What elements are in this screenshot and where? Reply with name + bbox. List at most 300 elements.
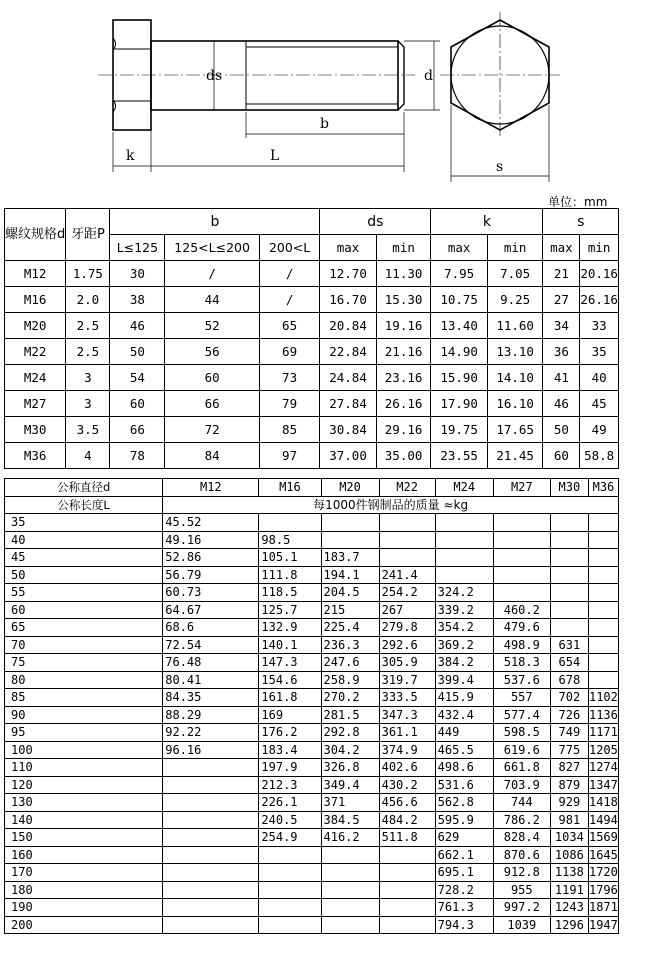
table-cell: 40 — [580, 365, 619, 391]
mass-cell — [588, 584, 618, 602]
table-cell: 35 — [580, 339, 619, 365]
mass-cell: 140.1 — [259, 636, 321, 654]
table-cell: 20.84 — [320, 313, 376, 339]
mass-cell: 1034 — [550, 829, 588, 847]
table-row — [5, 864, 619, 882]
mass-cell: 1171 — [588, 725, 618, 740]
table-cell: 19.16 — [376, 313, 431, 339]
mass-cell: 577.4 — [493, 706, 550, 724]
length-cell: 110 — [5, 759, 163, 777]
table-cell: 27 — [543, 287, 580, 313]
mass-cell — [588, 671, 618, 689]
mass-cell — [321, 514, 379, 532]
length-cell: 75 — [5, 654, 163, 672]
mass-cell: 98.5 — [259, 531, 321, 549]
mass-cell — [163, 759, 259, 777]
s-header: s — [543, 209, 619, 235]
table-cell: 46 — [543, 391, 580, 417]
table-cell: 17.65 — [487, 417, 543, 443]
ds-label: ds — [206, 68, 223, 84]
mass-cell — [259, 864, 321, 882]
k-header: k — [431, 209, 543, 235]
mass-cell: 728.2 — [435, 881, 493, 899]
mass-cell: 678 — [550, 671, 588, 689]
mass-cell: 354.2 — [435, 619, 493, 637]
mass-cell: 176.2 — [259, 724, 321, 742]
table-cell: 2.0 — [66, 287, 110, 313]
mass-cell — [550, 549, 588, 567]
table-cell: 21 — [543, 261, 580, 287]
mass-cell: 828.4 — [493, 829, 550, 847]
mass-cell: 1494 — [588, 812, 618, 827]
dimensions-table — [4, 208, 619, 469]
table-cell: 30.84 — [320, 417, 376, 443]
mass-cell: 415.9 — [435, 689, 493, 707]
table-row — [5, 881, 619, 899]
table-cell: 27.84 — [320, 391, 376, 417]
mass-cell: 1136 — [588, 707, 618, 722]
table-cell: 14.10 — [487, 365, 543, 391]
table-cell: 78 — [110, 443, 165, 469]
mass-cell: 333.5 — [379, 689, 435, 707]
mass-cell — [163, 864, 259, 882]
table-row — [5, 846, 619, 864]
size-header: M24 — [435, 479, 493, 497]
table-cell: 85 — [259, 417, 319, 443]
mass-cell: 484.2 — [379, 811, 435, 829]
table-cell: 58.8 — [580, 443, 619, 469]
length-cell: 190 — [5, 899, 163, 917]
table-cell: 20.16 — [580, 261, 619, 287]
table-row — [5, 899, 619, 917]
mass-cell — [259, 846, 321, 864]
mass-cell: 416.2 — [321, 829, 379, 847]
mass-cell: 518.3 — [493, 654, 550, 672]
max-header: max — [431, 235, 487, 261]
mass-table — [4, 478, 619, 934]
mass-cell: 794.3 — [435, 916, 493, 934]
mass-cell: 270.2 — [321, 689, 379, 707]
mass-cell: 879 — [550, 776, 588, 794]
table-cell: 7.95 — [431, 261, 487, 287]
table-cell: 79 — [259, 391, 319, 417]
mass-cell — [588, 514, 618, 532]
table-cell: 3 — [66, 365, 110, 391]
table-cell: 1.75 — [66, 261, 110, 287]
mass-cell: 827 — [550, 759, 588, 777]
table-cell: 22.84 — [320, 339, 376, 365]
mass-cell: 111.8 — [259, 566, 321, 584]
max-header: max — [543, 235, 580, 261]
mass-cell: 1347 — [588, 777, 618, 792]
mass-cell: 84.35 — [163, 689, 259, 707]
length-cell: 180 — [5, 881, 163, 899]
mass-cell: 1205 — [588, 742, 618, 757]
mass-cell — [379, 846, 435, 864]
length-cell: 120 — [5, 776, 163, 794]
length-cell: 50 — [5, 566, 163, 584]
table-cell: 60 — [543, 443, 580, 469]
table-row — [5, 724, 619, 742]
min-header: min — [376, 235, 431, 261]
mass-cell: 631 — [550, 636, 588, 654]
table-cell: 66 — [165, 391, 259, 417]
b-sub-header: 200<L — [259, 235, 319, 261]
mass-cell: 374.9 — [379, 741, 435, 759]
mass-cell: 304.2 — [321, 741, 379, 759]
mass-cell: 212.3 — [259, 776, 321, 794]
mass-cell: 68.6 — [163, 619, 259, 637]
table-row — [5, 776, 619, 794]
mass-cell — [493, 549, 550, 567]
mass-cell: 761.3 — [435, 899, 493, 917]
mass-cell: 1871 — [588, 900, 618, 915]
mass-cell — [163, 794, 259, 812]
table-row — [5, 549, 619, 567]
mass-cell — [379, 881, 435, 899]
mass-cell: 929 — [550, 794, 588, 812]
mass-cell: 537.6 — [493, 671, 550, 689]
pitch-header: 牙距P — [66, 209, 110, 261]
mass-cell: 204.5 — [321, 584, 379, 602]
mass-cell: 369.2 — [435, 636, 493, 654]
table-cell: 73 — [259, 365, 319, 391]
mass-cell: 240.5 — [259, 811, 321, 829]
mass-cell: 744 — [493, 794, 550, 812]
mass-cell: 1569 — [588, 830, 618, 845]
b-sub-header: L≤125 — [110, 235, 165, 261]
b-header: b — [110, 209, 320, 235]
mass-cell: 226.1 — [259, 794, 321, 812]
length-cell: 35 — [5, 514, 163, 532]
table-cell: 97 — [259, 443, 319, 469]
mass-cell: 399.4 — [435, 671, 493, 689]
mass-cell — [493, 514, 550, 532]
b-sub-header: 125<L≤200 — [165, 235, 259, 261]
mass-cell: 384.5 — [321, 811, 379, 829]
table-cell: 3.5 — [66, 417, 110, 443]
table-cell: 14.90 — [431, 339, 487, 365]
size-header-row — [5, 479, 619, 497]
nominal-length-header: 公称长度L — [5, 496, 163, 514]
table-cell: 11.30 — [376, 261, 431, 287]
mass-cell: 460.2 — [493, 601, 550, 619]
mass-cell — [321, 846, 379, 864]
mass-cell: 45.52 — [163, 514, 259, 532]
length-cell: 170 — [5, 864, 163, 882]
table-cell: 30 — [110, 261, 165, 287]
table-cell: 37.00 — [320, 443, 376, 469]
table-cell: 4 — [66, 443, 110, 469]
table-cell: 10.75 — [431, 287, 487, 313]
length-cell: 70 — [5, 636, 163, 654]
bolt-drawing — [0, 0, 650, 195]
mass-cell: 118.5 — [259, 584, 321, 602]
table-cell: 65 — [259, 313, 319, 339]
mass-cell — [588, 636, 618, 654]
mass-cell: 654 — [550, 654, 588, 672]
mass-cell: 76.48 — [163, 654, 259, 672]
table-cell: 44 — [165, 287, 259, 313]
mass-cell: 661.8 — [493, 759, 550, 777]
mass-cell: 662.1 — [435, 846, 493, 864]
length-cell: 95 — [5, 724, 163, 742]
mass-cell: 197.9 — [259, 759, 321, 777]
table-cell: 17.90 — [431, 391, 487, 417]
length-cell: 200 — [5, 916, 163, 934]
mass-cell — [163, 916, 259, 934]
table-cell: 49 — [580, 417, 619, 443]
d-label: d — [424, 68, 433, 84]
length-cell: 160 — [5, 846, 163, 864]
mass-cell: 1086 — [550, 846, 588, 864]
length-cell: 150 — [5, 829, 163, 847]
mass-cell: 456.6 — [379, 794, 435, 812]
table-cell: 84 — [165, 443, 259, 469]
mass-cell: 402.6 — [379, 759, 435, 777]
size-cell: M22 — [5, 339, 66, 365]
mass-cell — [588, 654, 618, 672]
mass-cell — [321, 916, 379, 934]
nominal-diameter-header: 公称直径d — [5, 479, 163, 497]
mass-cell: 279.8 — [379, 619, 435, 637]
mass-cell: 1720 — [588, 865, 618, 880]
size-cell: M16 — [5, 287, 66, 313]
mass-cell: 169 — [259, 706, 321, 724]
mass-cell: 449 — [435, 724, 493, 742]
size-header: M16 — [259, 479, 321, 497]
table-cell: 23.16 — [376, 365, 431, 391]
table-cell: 36 — [543, 339, 580, 365]
mass-cell: 105.1 — [259, 549, 321, 567]
b-label: b — [320, 116, 329, 132]
table-row — [5, 365, 619, 391]
mass-cell: 629 — [435, 829, 493, 847]
length-cell: 65 — [5, 619, 163, 637]
mass-cell: 702 — [550, 689, 588, 707]
mass-cell — [588, 531, 618, 549]
table-cell: 21.16 — [376, 339, 431, 365]
mass-cell: 511.8 — [379, 829, 435, 847]
k-label: k — [126, 148, 135, 164]
table-cell: 24.84 — [320, 365, 376, 391]
table-cell: 23.55 — [431, 443, 487, 469]
table-cell: 29.16 — [376, 417, 431, 443]
mass-cell: 347.3 — [379, 706, 435, 724]
mass-cell — [163, 829, 259, 847]
mass-cell: 1102 — [588, 690, 618, 705]
mass-cell — [550, 619, 588, 637]
mass-cell — [321, 531, 379, 549]
mass-cell — [259, 916, 321, 934]
table-row — [5, 287, 619, 313]
mass-cell — [379, 531, 435, 549]
unit-label: 单位：mm — [548, 195, 608, 209]
mass-cell: 870.6 — [493, 846, 550, 864]
size-cell: M20 — [5, 313, 66, 339]
length-cell: 80 — [5, 671, 163, 689]
size-cell: M30 — [5, 417, 66, 443]
max-header: max — [320, 235, 376, 261]
mass-cell: 56.79 — [163, 566, 259, 584]
table-cell: 11.60 — [487, 313, 543, 339]
table-cell: / — [259, 261, 319, 287]
mass-cell: 1796 — [588, 882, 618, 897]
s-label: s — [496, 159, 504, 175]
mass-cell: 775 — [550, 741, 588, 759]
mass-cell — [588, 619, 618, 637]
min-header: min — [580, 235, 619, 261]
table-cell: 2.5 — [66, 313, 110, 339]
size-header: M36 — [588, 479, 618, 497]
mass-cell — [321, 899, 379, 917]
length-cell: 140 — [5, 811, 163, 829]
table-cell: 16.70 — [320, 287, 376, 313]
mass-cell: 997.2 — [493, 899, 550, 917]
mass-cell: 324.2 — [435, 584, 493, 602]
mass-cell — [163, 811, 259, 829]
mass-cell: 981 — [550, 811, 588, 829]
mass-cell — [163, 776, 259, 794]
mass-cell: 465.5 — [435, 741, 493, 759]
mass-cell: 319.7 — [379, 671, 435, 689]
mass-cell: 92.22 — [163, 724, 259, 742]
length-cell: 60 — [5, 601, 163, 619]
table-row — [5, 443, 619, 469]
size-cell: M12 — [5, 261, 66, 287]
mass-cell — [493, 584, 550, 602]
size-header: M30 — [550, 479, 588, 497]
mass-cell: 557 — [493, 689, 550, 707]
mass-cell: 479.6 — [493, 619, 550, 637]
mass-cell: 132.9 — [259, 619, 321, 637]
table-cell: 72 — [165, 417, 259, 443]
mass-cell: 154.6 — [259, 671, 321, 689]
mass-cell — [259, 881, 321, 899]
table-row — [5, 601, 619, 619]
table-cell: 12.70 — [320, 261, 376, 287]
mass-cell: 267 — [379, 601, 435, 619]
mass-cell — [435, 566, 493, 584]
mass-cell: 161.8 — [259, 689, 321, 707]
mass-cell — [379, 899, 435, 917]
mass-cell — [259, 899, 321, 917]
mass-cell: 912.8 — [493, 864, 550, 882]
mass-cell: 531.6 — [435, 776, 493, 794]
table-cell: 13.40 — [431, 313, 487, 339]
mass-header: 每1000件钢制品的质量 ≈kg — [163, 496, 619, 514]
mass-cell: 96.16 — [163, 741, 259, 759]
L-label: L — [270, 148, 280, 164]
mass-cell — [550, 531, 588, 549]
spec-header: 螺纹规格d — [5, 209, 66, 261]
table-cell: 45 — [580, 391, 619, 417]
table-row — [5, 584, 619, 602]
mass-cell: 292.8 — [321, 724, 379, 742]
table-row — [5, 619, 619, 637]
mass-cell: 339.2 — [435, 601, 493, 619]
mass-cell: 247.6 — [321, 654, 379, 672]
size-header: M22 — [379, 479, 435, 497]
table-cell: 26.16 — [376, 391, 431, 417]
table-cell: 35.00 — [376, 443, 431, 469]
table-cell: 33 — [580, 313, 619, 339]
mass-cell — [588, 566, 618, 584]
mass-cell: 1039 — [493, 916, 550, 934]
mass-cell: 498.6 — [435, 759, 493, 777]
length-cell: 90 — [5, 706, 163, 724]
table-cell: 56 — [165, 339, 259, 365]
mass-cell: 384.2 — [435, 654, 493, 672]
mass-cell — [435, 531, 493, 549]
min-header: min — [487, 235, 543, 261]
mass-cell: 236.3 — [321, 636, 379, 654]
mass-cell: 498.9 — [493, 636, 550, 654]
size-header: M12 — [163, 479, 259, 497]
length-cell: 40 — [5, 531, 163, 549]
mass-cell: 1138 — [550, 864, 588, 882]
table-row — [5, 671, 619, 689]
mass-cell — [321, 864, 379, 882]
mass-cell — [379, 864, 435, 882]
size-cell: M36 — [5, 443, 66, 469]
mass-cell: 1296 — [550, 916, 588, 934]
mass-cell — [588, 601, 618, 619]
table-row — [5, 829, 619, 847]
mass-cell: 955 — [493, 881, 550, 899]
mass-cell — [493, 566, 550, 584]
table-cell: / — [165, 261, 259, 287]
size-header: M20 — [321, 479, 379, 497]
mass-cell: 258.9 — [321, 671, 379, 689]
table-row — [5, 566, 619, 584]
mass-cell: 786.2 — [493, 811, 550, 829]
size-header: M27 — [493, 479, 550, 497]
mass-cell: 52.86 — [163, 549, 259, 567]
table-cell: 50 — [110, 339, 165, 365]
mass-cell: 1274 — [588, 760, 618, 775]
mass-cell: 183.4 — [259, 741, 321, 759]
table-cell: 15.30 — [376, 287, 431, 313]
mass-cell — [550, 514, 588, 532]
mass-cell: 72.54 — [163, 636, 259, 654]
mass-cell — [435, 549, 493, 567]
length-cell: 45 — [5, 549, 163, 567]
mass-cell: 80.41 — [163, 671, 259, 689]
mass-cell: 430.2 — [379, 776, 435, 794]
table-row — [5, 654, 619, 672]
mass-cell — [435, 514, 493, 532]
table-cell: 26.16 — [580, 287, 619, 313]
table-cell: 50 — [543, 417, 580, 443]
table-row — [5, 916, 619, 934]
mass-cell — [550, 584, 588, 602]
table-row — [5, 689, 619, 707]
mass-cell: 147.3 — [259, 654, 321, 672]
table-row — [5, 706, 619, 724]
mass-cell: 1243 — [550, 899, 588, 917]
ds-header: ds — [320, 209, 431, 235]
mass-cell: 595.9 — [435, 811, 493, 829]
mass-header-row — [5, 496, 619, 514]
mass-cell: 241.4 — [379, 566, 435, 584]
table-row — [5, 759, 619, 777]
mass-cell: 1418 — [588, 795, 618, 810]
table-cell: 3 — [66, 391, 110, 417]
mass-cell: 349.4 — [321, 776, 379, 794]
mass-cell — [163, 846, 259, 864]
table-cell: 15.90 — [431, 365, 487, 391]
